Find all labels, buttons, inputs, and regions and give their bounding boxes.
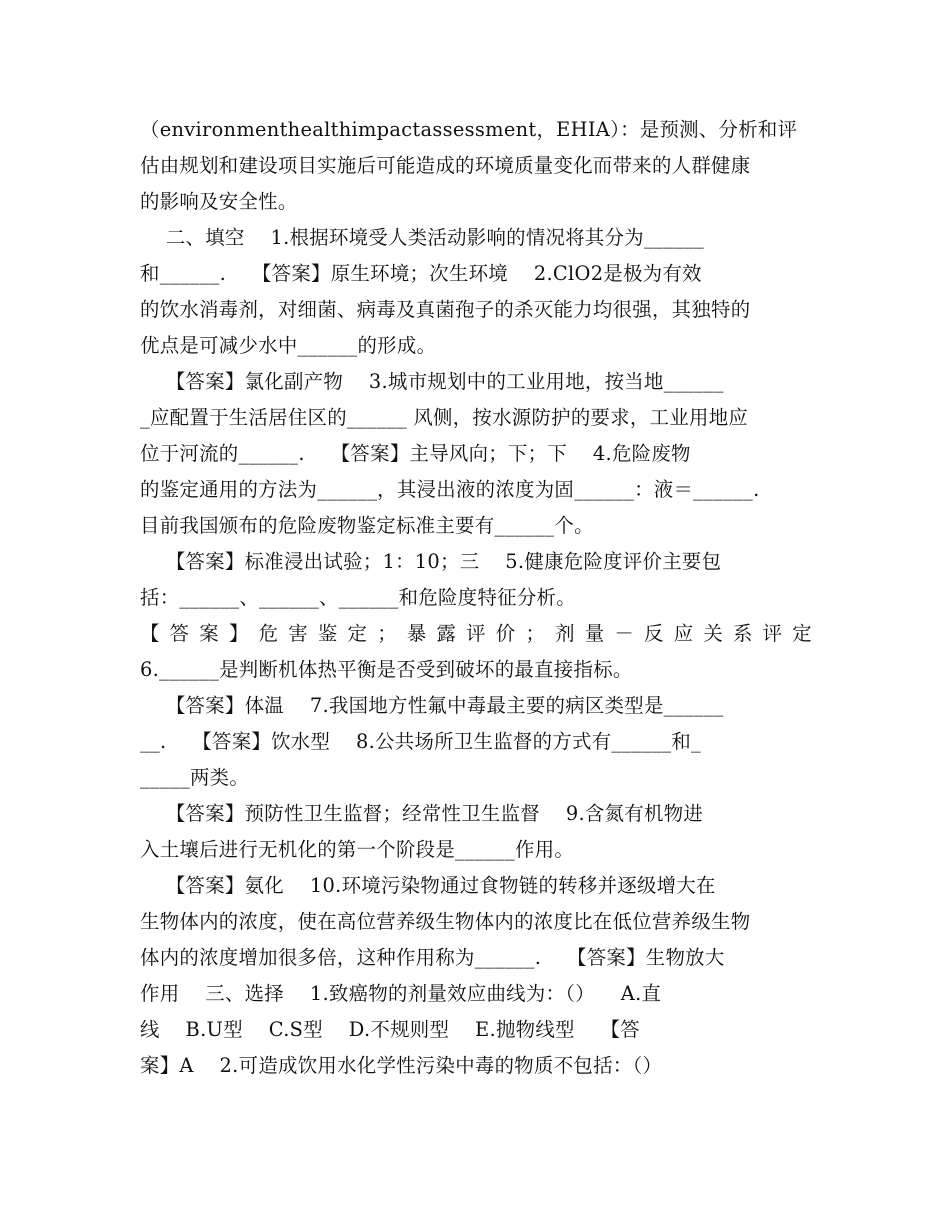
text-line: 【答案】危害鉴定；暴露评价；剂量－反应关系评定 [140, 622, 812, 645]
text-line: 入土壤后进行无机化的第一个阶段是______作用。 [140, 838, 575, 861]
text-line: 生物体内的浓度，使在高位营养级生物体内的浓度比在低位营养级生物 [140, 910, 751, 933]
text-line: 【答案】氯化副产物 3.城市规划中的工业用地，按当地______ [140, 370, 724, 393]
text-line: 线 B.U型 C.S型 D.不规则型 E.抛物线型 【答 [140, 1018, 640, 1041]
text-line: 作用 三、选择 1.致癌物的剂量效应曲线为：（） A.直 [140, 982, 662, 1005]
text-line: 二、填空 1.根据环境受人类活动影响的情况将其分为______ [140, 226, 704, 249]
text-line: 案】A 2.可造成饮用水化学性污染中毒的物质不包括：（） [140, 1054, 663, 1077]
text-line: 【答案】预防性卫生监督；经常性卫生监督 9.含氮有机物进 [140, 802, 704, 825]
text-line: 括：______、______、______和危险度特征分析。 [140, 586, 576, 609]
text-line: 的鉴定通用的方法为______，其浸出液的浓度为固______：液＝______. [140, 478, 760, 501]
text-line: 的饮水消毒剂，对细菌、病毒及真菌孢子的杀灭能力均很强，其独特的 [140, 298, 751, 321]
text-line: _应配置于生活居住区的______ 风侧，按水源防护的要求，工业用地应 [140, 406, 749, 429]
text-line: _____两类。 [140, 766, 250, 789]
text-line: 估由规划和建设项目实施后可能造成的环境质量变化而带来的人群健康 [140, 154, 751, 177]
text-line: 目前我国颁布的危险废物鉴定标准主要有______个。 [140, 514, 594, 537]
text-line: （environmenthealthimpactassessment，EHIA）：是预测、分析和评 [140, 118, 798, 141]
text-line: 优点是可减少水中______的形成。 [140, 334, 437, 357]
text-line: __. 【答案】饮水型 8.公共场所卫生监督的方式有______和_ [140, 730, 702, 753]
text-line: 体内的浓度增加很多倍，这种作用称为______. 【答案】生物放大 [140, 946, 725, 969]
text-line: 位于河流的______. 【答案】主导风向；下；下 4.危险废物 [140, 442, 691, 465]
text-line: 【答案】氨化 10.环境污染物通过食物链的转移并逐级增大在 [140, 874, 716, 897]
text-line: 6.______是判断机体热平衡是否受到破坏的最直接指标。 [140, 658, 633, 681]
text-line: 【答案】标准浸出试验；1：10；三 5.健康危险度评价主要包 [140, 550, 722, 573]
text-line: 和______. 【答案】原生环境；次生环境 2.ClO2是极为有效 [140, 262, 702, 285]
text-line: 【答案】体温 7.我国地方性氟中毒最主要的病区类型是______ [140, 694, 724, 717]
text-line: 的影响及安全性。 [140, 190, 298, 213]
